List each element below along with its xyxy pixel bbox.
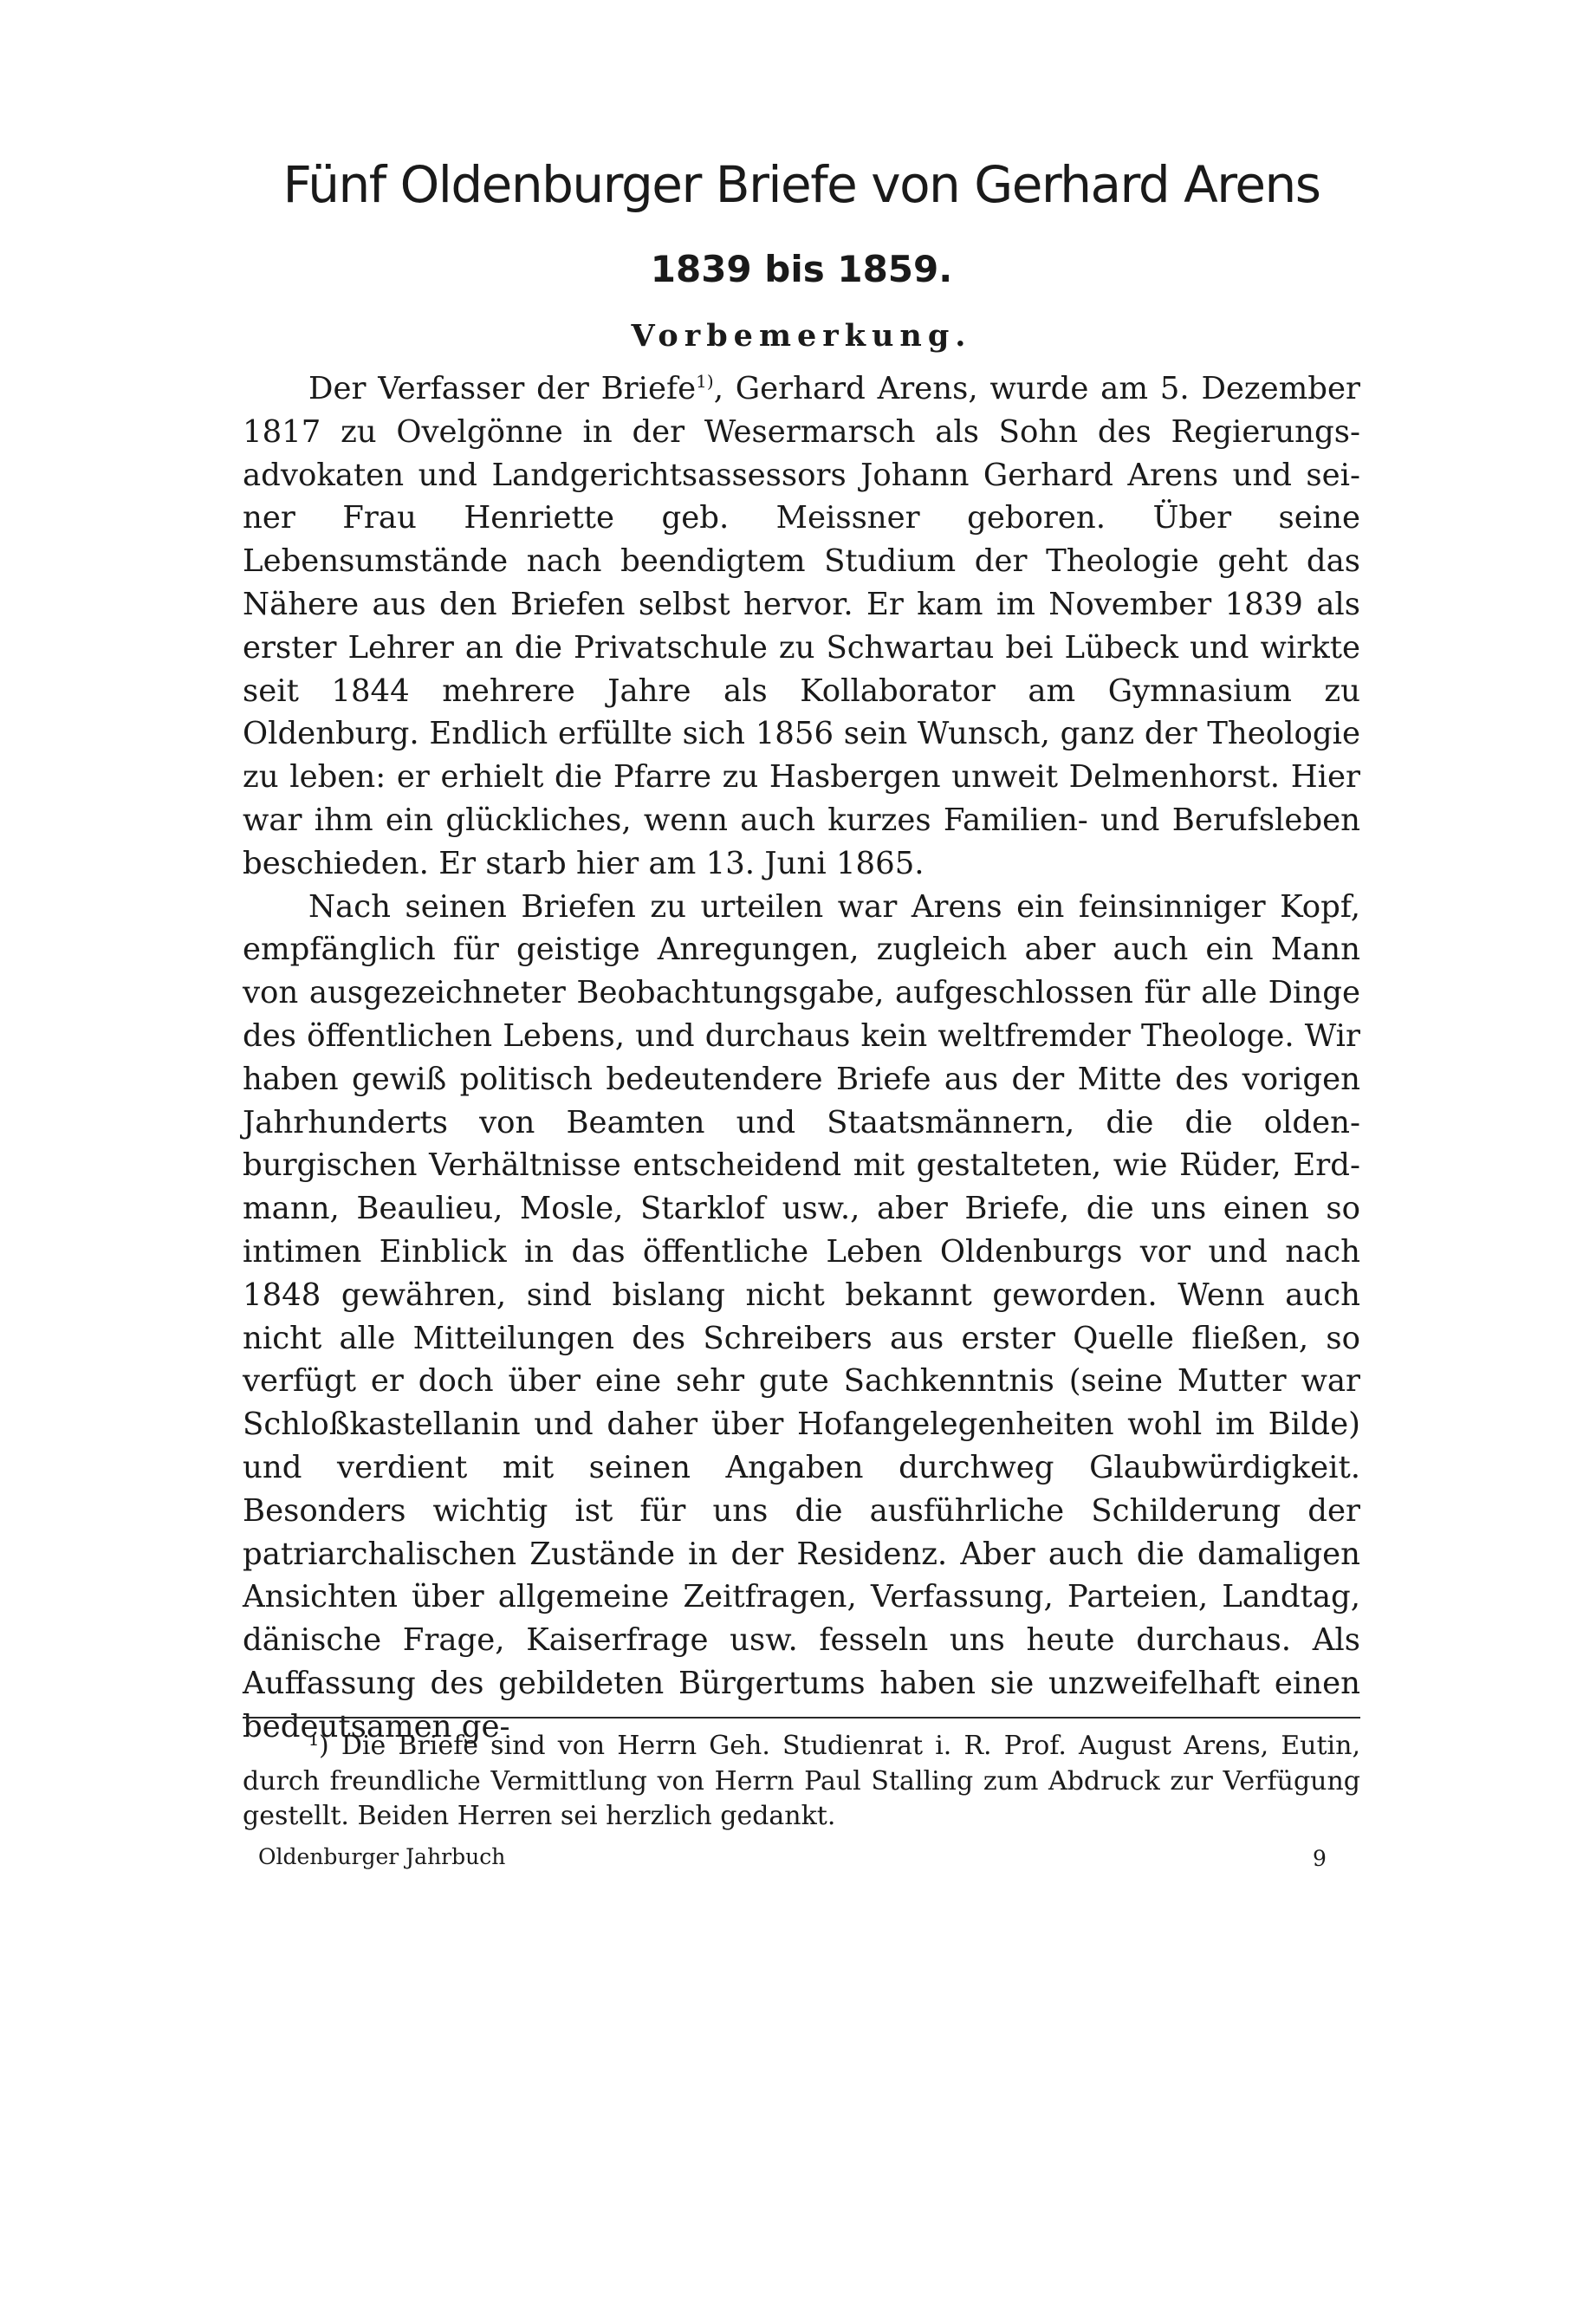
page-number: 9 [1313,1846,1327,1871]
paragraph-1-start: Der Verfasser der Briefe [308,371,697,406]
document-subtitle: 1839 bis 1859. [650,248,953,290]
paragraph-1 [243,367,1360,886]
footnote-reference: 1) [696,371,714,393]
section-heading: Vorbemerkung. [631,318,972,354]
document-title: Fünf Oldenburger Briefe von Gerhard Arens [282,155,1320,214]
footnote-divider [243,1717,1360,1719]
footnote: ¹) Die Briefe sind von Herrn Geh. Studienrat i. R. Prof. August Arens, Eutin, durch freundliche Vermittlung von Herrn Paul Stalling zum Abdruck zur Verfügung gestellt. Beiden Herren sei herzlich gedankt. [243,1731,1360,1831]
journal-name: Oldenburger Jahrbuch [258,1844,506,1869]
document-page [243,0,1360,2313]
paragraph-2: Nach seinen Briefen zu urteilen war Arens ein feinsinniger Kopf, empfänglich für geistige Anregungen, zugleich aber auch ein Mann von ausgezeichneter Beobachtungsgabe, aufgeschlossen für alle Dinge des öffentlichen Lebens, und durchaus kein weltfremder Theologe. Wir haben gewiß politisch bedeutendere Briefe aus der Mitte des vorigen Jahrhunderts von Beamten und Staatsmännern, die die oldenburgischen Verhältnisse entscheidend mit gestalteten, wie Rüder, Erdmann, Beaulieu, Mosle, Starklof usw., aber Briefe, die uns einen so intimen Einblick in das öffentliche Leben Oldenburgs vor und nach 1848 gewähren, sind bislang nicht bekannt geworden. Wenn auch nicht alle Mitteilungen des Schreibers aus erster Quelle fließen, so verfügt er doch über eine sehr gute Sachkenntnis (seine Mutter war Schloßkastellanin und daher über Hofangelegenheiten wohl im Bilde) und verdient mit seinen Angaben durchweg Glaubwürdigkeit. Besonders wichtig ist für uns die ausführliche Schilderung der patriarchalischen Zustände in der Residenz. Aber auch die damaligen Ansichten über allgemeine Zeitfragen, Verfassung, Parteien, Landtag, dänische Frage, Kaiserfrage usw. fesseln uns heute durchaus. Als Auffassung des gebildeten Bürgertums haben sie unzweifelhaft einen bedeutsamen ge- [243,888,1360,1744]
body-text [243,367,1360,1749]
paragraph-1-rest: , Gerhard Arens, wurde am 5. Dezember 1817 zu Ovelgönne in der Wesermarsch als Sohn des Regierungsadvokaten und Landgerichtsassessors Johann Gerhard Arens und seiner Frau Henriette geb. Meissner geboren. Über seine Lebensumstände nach beendigtem Studium der Theologie geht das Nähere aus den Briefen selbst hervor. Er kam im November 1839 als erster Lehrer an die Privatschule zu Schwartau bei Lübeck und wirkte seit 1844 mehrere Jahre als Kollaborator am Gymnasium zu Oldenburg. Endlich erfüllte sich 1856 sein Wunsch, ganz der Theologie zu leben: er erhielt die Pfarre zu Hasbergen unweit Delmenhorst. Hier war ihm ein glückliches, wenn auch kurzes Familien- und Berufsleben beschieden. Er starb hier am 13. Juni 1865. [243,371,1360,881]
